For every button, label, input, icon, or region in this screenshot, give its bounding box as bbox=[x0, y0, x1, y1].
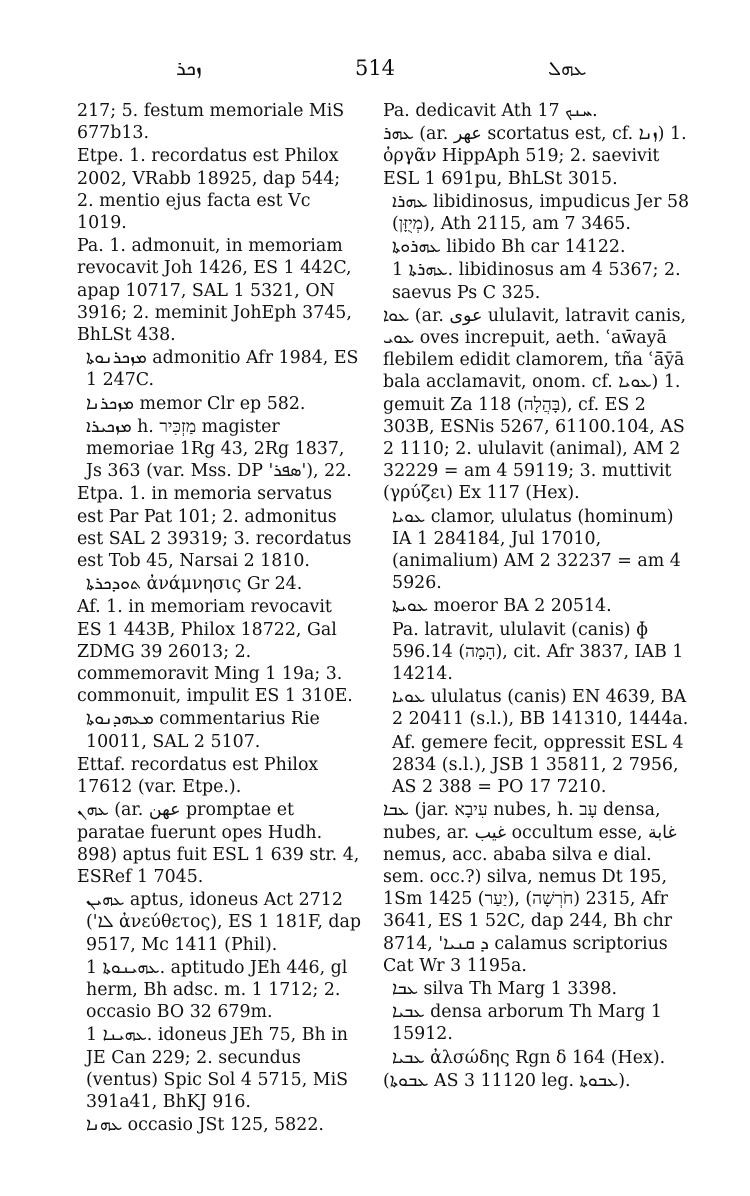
entry: Etpe. 1. recordatus est Philox 2002, VRabb 18925, dap 544; 2. mentio ejus facta est Vc 1019. bbox=[77, 146, 341, 234]
entry: Pa. 1. admonuit, in memoriam revocavit Joh 1426, ES 1 442C, apap 10717, SAL 1 5321, ON 3916; 2. meminit JohEph 3745, BhLSt 438. bbox=[77, 236, 352, 346]
entry: ܥܒܝܐ densa arborum Th Marg 1 15912. bbox=[392, 1002, 662, 1045]
entry: Af. gemere fecit, oppressit ESL 4 2834 (s.l.), JSB 1 35811, 2 7956, AS 2 388 = PO 17 7210. bbox=[392, 732, 684, 798]
header-right-catchword: ܥܗܠ bbox=[548, 56, 587, 80]
entry: Pa. dedicavit Ath ܚܢܟ 17. bbox=[383, 101, 598, 121]
entry: ܥܗܪܘܬܐ libido Bh car 14122. bbox=[392, 237, 626, 258]
entry: ܡܙܟܪܢܐ memor Clr ep 582. bbox=[86, 393, 306, 414]
page-number: 514 bbox=[354, 56, 396, 80]
entry: ܥܘܝܐ clamor, ululatus (hominum) IA 1 284184, Jul 17010, (animalium) AM 2 32237 = am 4 5926. bbox=[392, 506, 681, 594]
entry: ܥܗܝܢ aptus, idoneus Act 2712 ('ܠܐ ἀνεύθετος), ES 1 181F, dap 9517, Mc 1411 (Phil). bbox=[86, 890, 362, 955]
entry: Af. 1. in memoriam revocavit ES 1 443B, Philox 18722, Gal ZDMG 39 26013; 2. commemoravit Ming 1 19a; 3. commonuit, impulit ES 1 310E. bbox=[77, 597, 353, 707]
page-header bbox=[0, 56, 750, 86]
entry: ܥܒܐ silva Th Marg 1 3398. bbox=[392, 978, 618, 999]
header-left-catchword: ܙܟܪ bbox=[176, 56, 202, 80]
entry: ܥܗܢܐ occasio JSt 125, 5822. bbox=[86, 1115, 324, 1136]
entry: ܥܘܝܬܐ moeror BA 2 20514. bbox=[392, 596, 612, 617]
entry: ܥܗܝܢܘܬܐ 1. aptitudo JEh 446, gl herm, Bh adsc. m. 1 1712; 2. occasio BO 32 679m. bbox=[86, 957, 348, 1023]
entry: (ܥܒܘܬܐ AS 3 11120 leg. ܥܒܘܬܐ). bbox=[383, 1070, 631, 1091]
entry: ܥܘܐ (ar. عوى ululavit, latravit canis, ܥܘܝ oves increpuit, aeth. ʿaw̄ayā flebilem edidit clamorem, tña ʿā̄ȳā bala acclamavit, onom. cf. ܥܘܝܐ) 1. gemuit Za 118 (בָּהֲלָה), cf. ES 2 303B, ESNis 5267, 61100.104, AS 2 1110; 2. ululavit (animal), AM 2 32229 = am 4 59119; 3. muttivit (γρύζει) Ex 117 (Hex). bbox=[383, 305, 687, 504]
entry: ܥܗܪܬܐ 1. libidinosus am 4 5367; 2. saevus Ps C 325. bbox=[392, 260, 681, 303]
entry: ܥܗܪ (ar. عهر scortatus est, cf. ܙܢܐ) 1. ὀργᾶν HippAph 519; 2. saevivit ESL 1 691pu, BhLSt 3015. bbox=[383, 124, 687, 189]
entry: ܥܒܝܐ ἀλσώδης Rgn δ 164 (Hex). bbox=[392, 1047, 666, 1068]
entry: Pa. latravit, ululavit (canis) ɸ 596.14 (הָמָה), cit. Afr 3837, IAB 1 14214. bbox=[392, 619, 684, 685]
left-column bbox=[77, 100, 362, 1137]
entry: ܥܗܪܐ libidinosus, impudicus Jer 58 (מְיֻזָּן), Ath 2115, am 7 3465. bbox=[392, 191, 690, 235]
entry: Etpa. 1. in memoria servatus est Par Pat 101; 2. admonitus est SAL 2 39319; 3. recordatus est Tob 45, Narsai 2 1810. bbox=[77, 484, 352, 572]
entry: ܡܥܗܕܢܘܬܐ commentarius Rie 10011, SAL 2 5107. bbox=[86, 709, 320, 752]
entry: ܡܙܟܪܢܘܬܐ admonitio Afr 1984, ES 1 247C. bbox=[86, 348, 359, 391]
entry: ܥܘܝܐ ululatus (canis) EN 4639, BA 2 20411 (s.l.), BB 141310, 1444a. bbox=[392, 687, 689, 730]
entry: ܥܒܐ (jar. עִיבָא nubes, h. עָב densa, nubes, ar. غيب occultum esse, غابة nemus, acc. ababa silva e dial. sem. occ.?) silva, nemus Dt 195, 1Sm 1425 (יַעַר), 2315 (חֹרְשָׁה), Afr 3641, ES 1 52C, dap 244, Bh chr 8714, 'ܕ ܩܢܝܐ calamus scriptorius Cat Wr 3 1195a. bbox=[383, 800, 677, 976]
entry: Ettaf. recordatus est Philox 17612 (var. Etpe.). bbox=[77, 754, 319, 798]
entry: ܡܙܟܝܪܐ h. מַזְכִּיר magister memoriae 1Rg 43, 2Rg 1837, Js 363 (var. Mss. DP 'ܣܦܪ'), 22. bbox=[86, 416, 352, 482]
entry: 217; 5. festum memoriale MiS 677b13. bbox=[77, 101, 345, 144]
entry: ܥܗܝܢܐ 1. idoneus JEh 75, Bh in JE Can 229; 2. secundus (ventus) Spic Sol 4 5715, MiS 391a41, BhKJ 916. bbox=[86, 1025, 349, 1112]
entry: ܬܘܕܟܪܬܐ ἀνάμνησις Gr 24. bbox=[86, 574, 303, 595]
entry: ܥܗܢ (ar. عهن promptae et paratae fuerunt opes Hudh. 898) aptus fuit ESL 1 639 str. 4, ESRef 1 7045. bbox=[77, 800, 360, 887]
right-column bbox=[383, 100, 691, 1093]
